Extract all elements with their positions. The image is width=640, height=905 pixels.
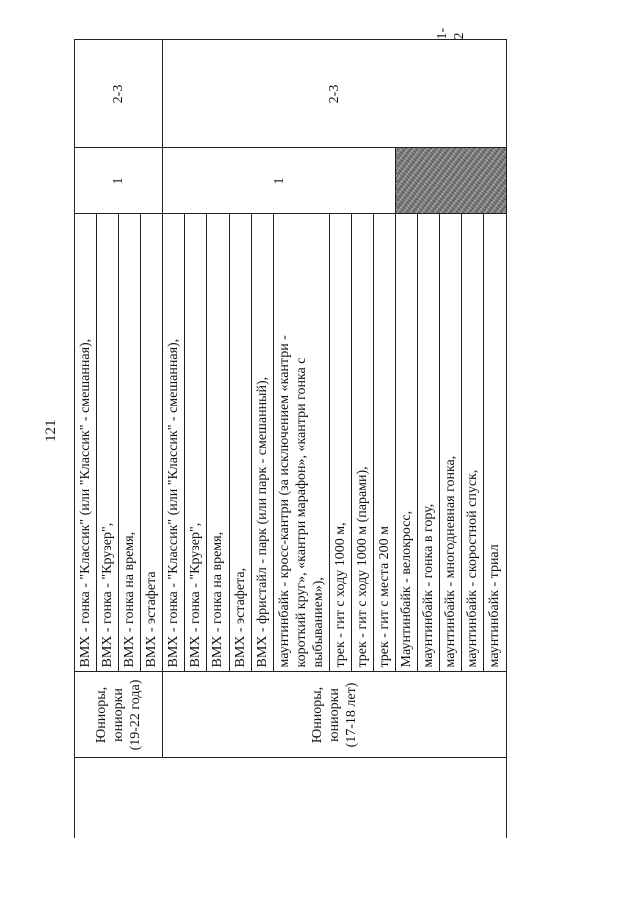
discipline-item: маунтинбайк - кросс-кантри (за исключением «кантри - bbox=[276, 335, 292, 668]
discipline-item: трек - гит с ходу 1000 м, bbox=[330, 215, 352, 672]
discipline-item: трек - гит с ходу 1000 м (парами), bbox=[352, 215, 374, 672]
table-row bbox=[75, 40, 163, 838]
disciplines-cell bbox=[163, 214, 396, 672]
discipline-item: BMX - гонка на время, bbox=[119, 215, 141, 672]
value-cell-col1: 1 bbox=[75, 148, 163, 214]
discipline-item: выбыванием»), bbox=[310, 215, 330, 672]
discipline-item: маунтинбайк - многодневная гонка, bbox=[440, 215, 462, 672]
value-cell-col2: 2-3 bbox=[163, 40, 506, 148]
discipline-item: BMX - фристайл - парк (или парк - смешанный), bbox=[252, 215, 274, 672]
table-row: Маунтинбайк - велокросс, маунтинбайк - гонка в гору, маунтинбайк - многодневная гонка, маунтинбайк - скоростной спуск, маунтинбайк - триал 1-2 bbox=[396, 40, 506, 838]
shaded-empty-cell bbox=[396, 148, 506, 214]
discipline-item: BMX - эстафета, bbox=[230, 215, 252, 672]
category-line: Юниоры, bbox=[94, 686, 110, 744]
discipline-item: BMX - эстафета bbox=[144, 571, 160, 668]
discipline-item: BMX - гонка - "Крузер", bbox=[97, 215, 119, 672]
requirements-table bbox=[74, 27, 507, 839]
discipline-item: маунтинбайк - триал bbox=[487, 544, 503, 668]
category-cell bbox=[75, 672, 163, 758]
category-line: юниорки bbox=[326, 688, 342, 742]
category-line: (17-18 лет) bbox=[343, 682, 359, 748]
discipline-item: BMX - гонка - "Классик" (или "Классик" - смешанная), bbox=[163, 215, 185, 672]
discipline-item: BMX - гонка - "Крузер", bbox=[185, 215, 207, 672]
value-cell-col2: 2-3 bbox=[75, 40, 163, 148]
category-line: (19-22 года) bbox=[128, 679, 144, 751]
discipline-item: маунтинбайк - гонка в гору, bbox=[418, 215, 440, 672]
disciplines-cell bbox=[75, 214, 163, 672]
discipline-item: маунтинбайк - скоростной спуск, bbox=[462, 215, 484, 672]
discipline-item: короткий круг», «кантри марафон», «кантри гонка с bbox=[293, 357, 309, 668]
value-cell-col1: 1 bbox=[163, 148, 396, 214]
rotated-table-wrapper bbox=[74, 27, 503, 838]
empty-left-margin-cell bbox=[75, 758, 507, 838]
discipline-item: BMX - гонка на время, bbox=[207, 215, 229, 672]
category-line: юниорки bbox=[111, 688, 127, 742]
disciplines-cell bbox=[396, 214, 506, 672]
page-number: 121 bbox=[43, 419, 59, 442]
discipline-item: Маунтинбайк - велокросс, bbox=[396, 215, 418, 672]
category-line: Юниоры, bbox=[309, 686, 325, 744]
category-cell bbox=[163, 672, 506, 758]
discipline-item: BMX - гонка - "Классик" (или "Классик" - смешанная), bbox=[75, 215, 97, 672]
table-row bbox=[163, 40, 396, 838]
discipline-item: трек - гит с места 200 м bbox=[377, 525, 393, 668]
